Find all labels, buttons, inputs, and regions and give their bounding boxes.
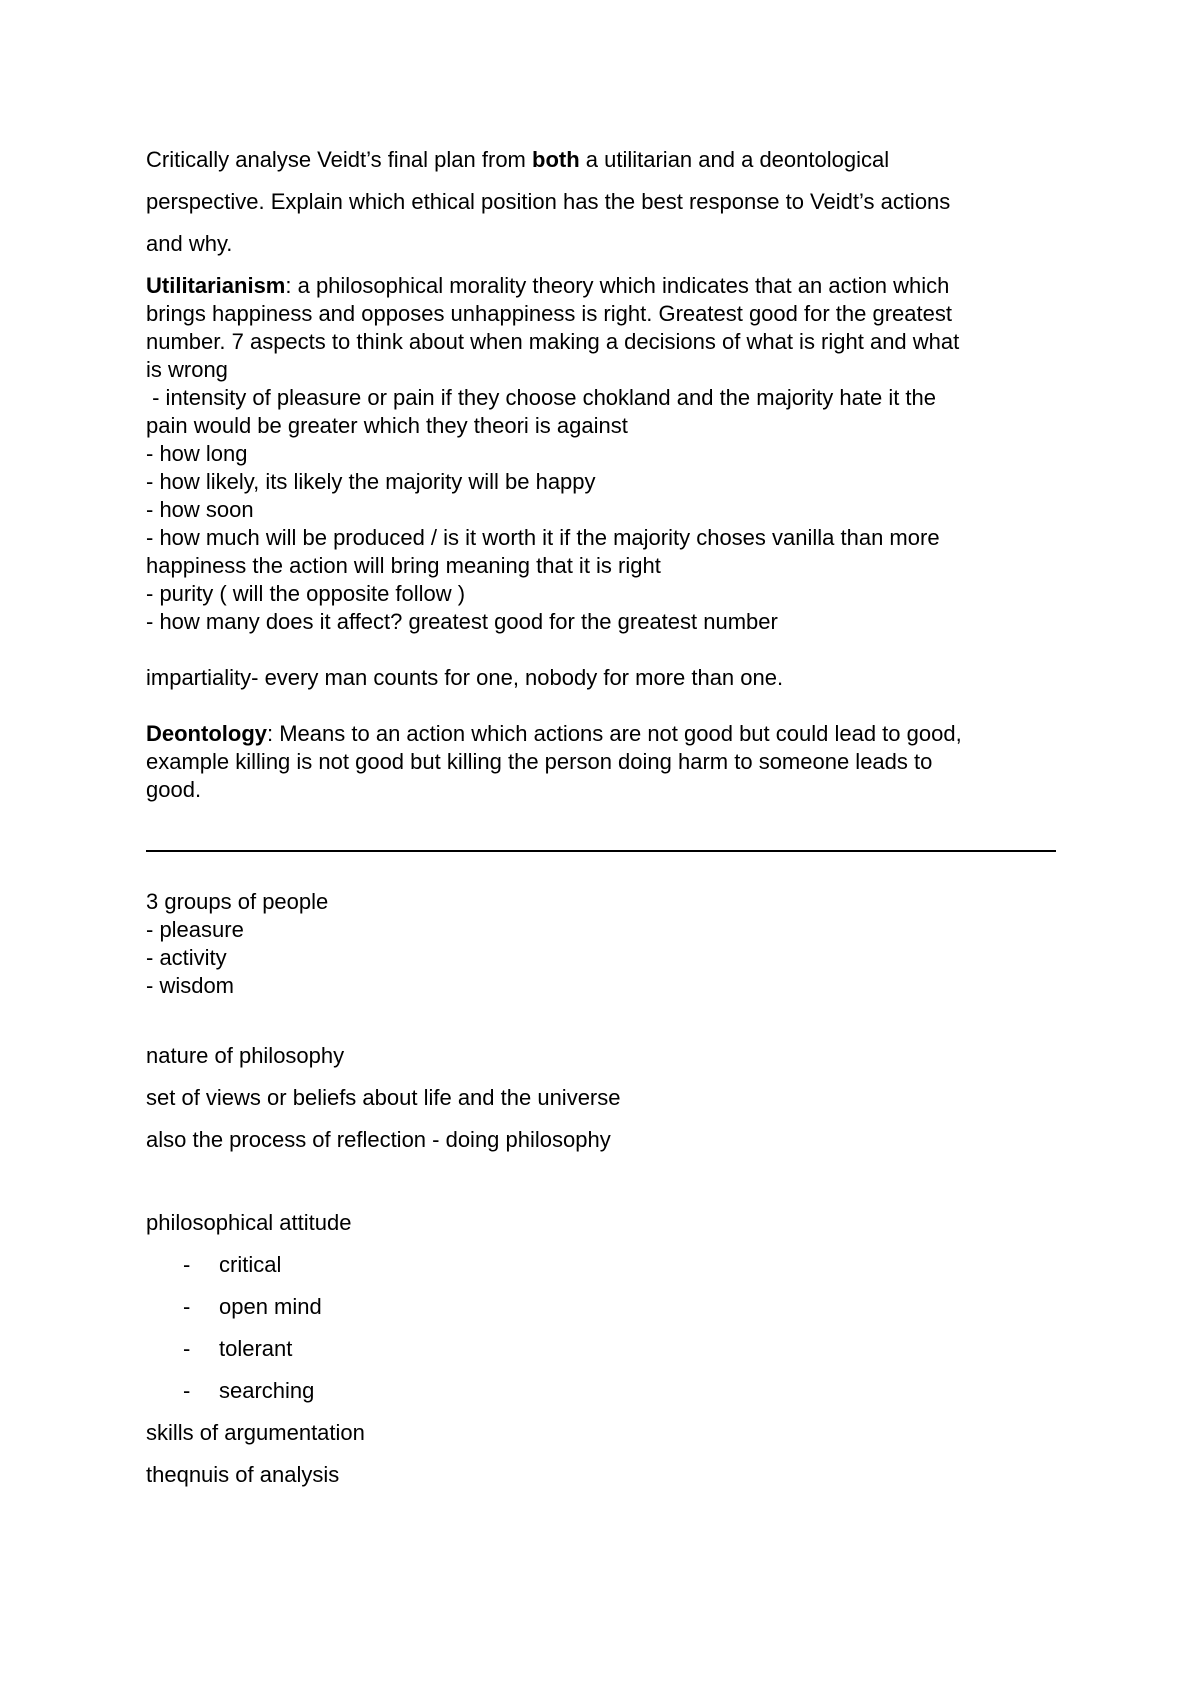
groups-item: - activity bbox=[146, 945, 227, 970]
utilitarianism-line: brings happiness and opposes unhappiness is right. Greatest good for the greatest bbox=[146, 301, 952, 326]
dash-bullet: - bbox=[183, 1252, 191, 1277]
deontology-definition bbox=[146, 720, 962, 748]
groups-item: - pleasure bbox=[146, 917, 244, 942]
prompt-line-1 bbox=[146, 146, 889, 174]
attitude-item-text: open mind bbox=[219, 1294, 322, 1319]
deontology-line: example killing is not good but killing the person doing harm to someone leads to bbox=[146, 749, 933, 774]
deontology-line: good. bbox=[146, 777, 202, 802]
utilitarianism-text: : a philosophical morality theory which indicates that an action which bbox=[285, 273, 950, 298]
utilitarianism-line: number. 7 aspects to think about when making a decisions of what is right and what bbox=[146, 329, 960, 354]
prompt-line-2: perspective. Explain which ethical position has the best response to Veidt’s actions bbox=[146, 189, 951, 214]
technique-line: theqnuis of analysis bbox=[146, 1462, 340, 1487]
utilitarianism-line: pain would be greater which they theori is against bbox=[146, 413, 628, 438]
attitude-item-text: critical bbox=[219, 1252, 282, 1277]
utilitarianism-aspect: - intensity of pleasure or pain if they choose chokland and the majority hate it the bbox=[146, 385, 937, 410]
utilitarianism-line: is wrong bbox=[146, 357, 228, 382]
skills-line: skills of argumentation bbox=[146, 1420, 365, 1445]
nature-line: set of views or beliefs about life and the universe bbox=[146, 1085, 621, 1110]
nature-line: also the process of reflection - doing philosophy bbox=[146, 1127, 611, 1152]
utilitarianism-aspect: - how long bbox=[146, 441, 248, 466]
utilitarianism-aspect: - how likely, its likely the majority will be happy bbox=[146, 469, 596, 494]
groups-heading: 3 groups of people bbox=[146, 889, 329, 914]
attitude-item-text: tolerant bbox=[219, 1336, 293, 1361]
utilitarianism-term: Utilitarianism bbox=[146, 273, 286, 298]
utilitarianism-aspect: - how many does it affect? greatest good for the greatest number bbox=[146, 609, 778, 634]
impartiality-line: impartiality- every man counts for one, nobody for more than one. bbox=[146, 665, 784, 690]
nature-heading: nature of philosophy bbox=[146, 1043, 345, 1068]
utilitarianism-aspect: - how soon bbox=[146, 497, 254, 522]
utilitarianism-line: happiness the action will bring meaning that it is right bbox=[146, 553, 661, 578]
prompt-text: a utilitarian and a deontological bbox=[579, 147, 890, 172]
utilitarianism-definition bbox=[146, 272, 949, 300]
groups-item: - wisdom bbox=[146, 973, 235, 998]
dash-bullet: - bbox=[183, 1378, 191, 1403]
prompt-bold-word: both bbox=[532, 147, 580, 172]
prompt-line-3: and why. bbox=[146, 231, 233, 256]
horizontal-divider bbox=[146, 850, 1056, 852]
deontology-term: Deontology bbox=[146, 721, 267, 746]
dash-bullet: - bbox=[183, 1294, 191, 1319]
utilitarianism-aspect: - purity ( will the opposite follow ) bbox=[146, 581, 466, 606]
prompt-text: Critically analyse Veidt’s final plan from bbox=[146, 147, 532, 172]
attitude-item-text: searching bbox=[219, 1378, 315, 1403]
attitude-heading: philosophical attitude bbox=[146, 1210, 352, 1235]
utilitarianism-aspect: - how much will be produced / is it worth it if the majority choses vanilla than more bbox=[146, 525, 940, 550]
dash-bullet: - bbox=[183, 1336, 191, 1361]
deontology-text: : Means to an action which actions are not good but could lead to good, bbox=[267, 721, 962, 746]
